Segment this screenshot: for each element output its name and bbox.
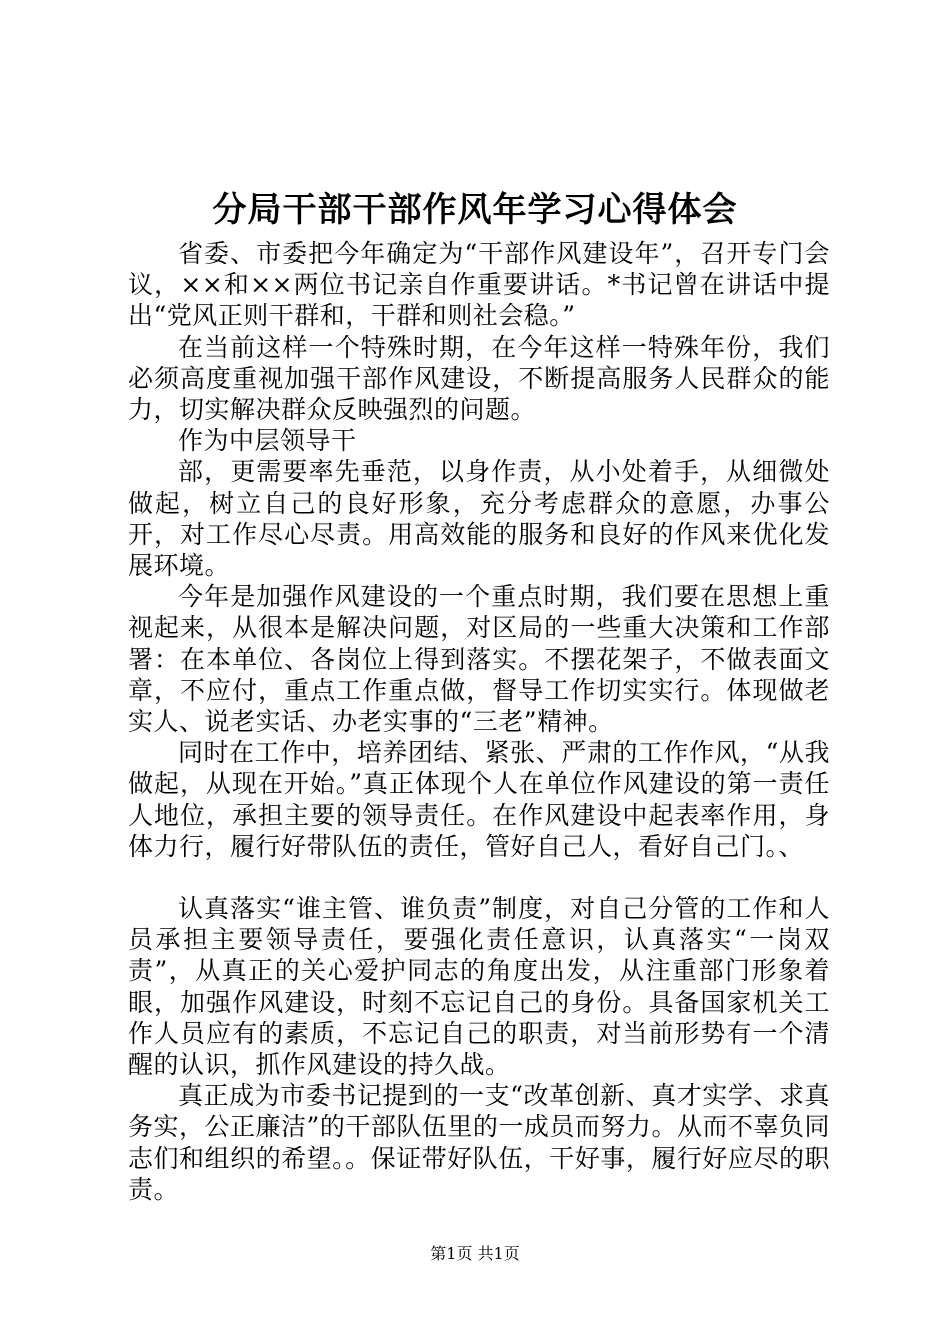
paragraph: 部，更需要率先垂范，以身作责，从小处着手，从细微处做起，树立自己的良好形象，充分考虑群众的意愿，办事公开，对工作尽心尽责。用高效能的服务和良好的作风来优化发展环境。 [128,457,830,581]
page-footer: 第1页 共1页 [430,1244,520,1263]
paragraph: 省委、市委把今年确定为“干部作风建设年”，召开专门会议，××和××两位书记亲自作重要讲话。*书记曾在讲话中提出“党风正则干群和，干群和则社会稳。” [128,239,830,331]
document-title: 分局干部干部作风年学习心得体会 [212,190,738,230]
paragraph: 认真落实“谁主管、谁负责”制度，对自己分管的工作和人员承担主要领导责任，要强化责任意识，认真落实“一岗双责”，从真正的关心爱护同志的角度出发，从注重部门形象着眼，加强作风建设，时刻不忘记自己的身份。具备国家机关工作人员应有的素质，不忘记自己的职责，对当前形势有一个清醒的认识，抓作风建设的持久战。 [128,894,830,1080]
paragraph: 今年是加强作风建设的一个重点时期，我们要在思想上重视起来，从很本是解决问题，对区局的一些重大决策和工作部署：在本单位、各岗位上得到落实。不摆花架子，不做表面文章，不应付，重点工作重点做，督导工作切实实行。体现做老实人、说老实话、办老实事的“三老”精神。 [128,582,830,737]
paragraph: 同时在工作中，培养团结、紧张、严肃的工作作风，“从我做起，从现在开始。”真正体现个人在单位作风建设的第一责任人地位，承担主要的领导责任。在作风建设中起表率作用，身体力行，履行好带队伍的责任，管好自己人，看好自己门。、 [128,738,830,861]
paragraph: 在当前这样一个特殊时期，在今年这样一特殊年份，我们必须高度重视加强干部作风建设，不断提高服务人民群众的能力，切实解决群众反映强烈的问题。 [128,332,830,425]
paragraph: 真正成为市委书记提到的一支“改革创新、真才实学、求真务实，公正廉洁”的干部队伍里的一成员而努力。从而不辜负同志们和组织的希望。。保证带好队伍，干好事，履行好应尽的职责。 [128,1081,830,1204]
paragraph: 作为中层领导干 [178,426,357,456]
paragraph-gap [128,862,830,893]
document-body [128,238,830,1205]
